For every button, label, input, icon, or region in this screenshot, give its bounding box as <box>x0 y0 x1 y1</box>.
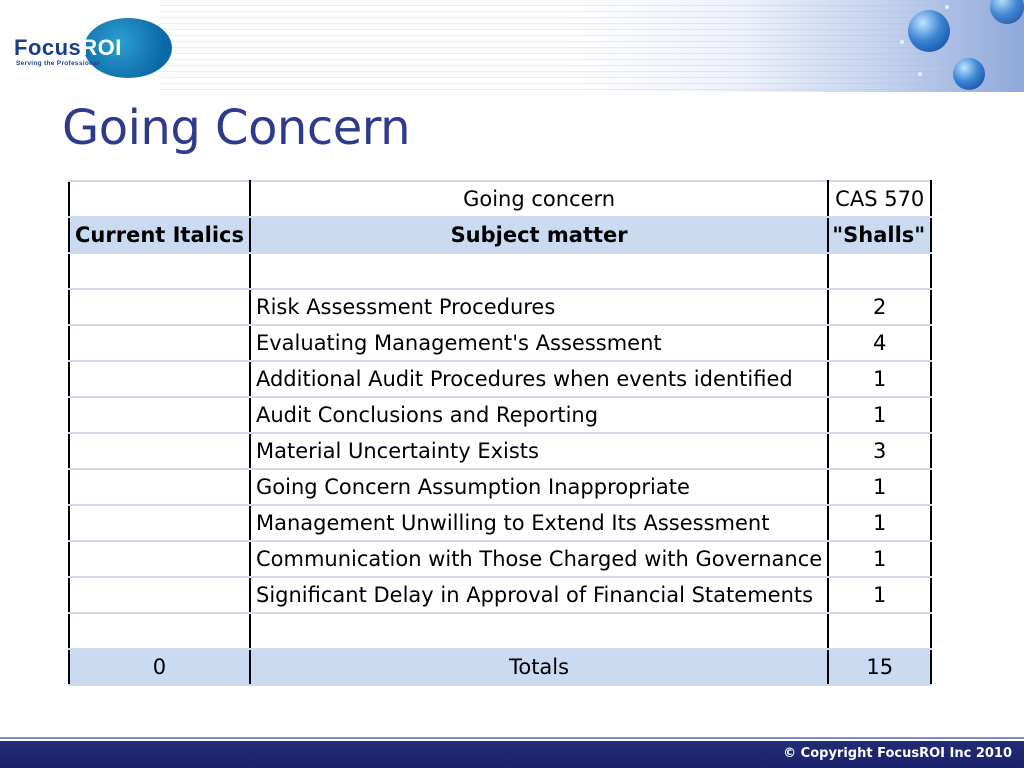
header-shalls: "Shalls" <box>828 217 931 253</box>
slide-title: Going Concern <box>62 100 411 156</box>
cell-current-italics <box>69 361 250 397</box>
logo-brand-focus: Focus <box>14 35 82 60</box>
cell-shalls-count <box>828 613 931 649</box>
header-subject-matter: Subject matter <box>250 217 828 253</box>
cell-subject-matter: Risk Assessment Procedures <box>250 289 828 325</box>
table-top-row <box>69 181 931 217</box>
cell-current-italics <box>69 253 250 289</box>
header-stripes <box>160 0 1024 90</box>
cell-shalls-count: 4 <box>828 325 931 361</box>
cell-current-italics <box>69 541 250 577</box>
cell-shalls-count: 1 <box>828 577 931 613</box>
cell-shalls-count: 1 <box>828 541 931 577</box>
cell-shalls-count: 1 <box>828 361 931 397</box>
cell-current-italics <box>69 505 250 541</box>
header-band <box>0 0 1024 92</box>
cell-subject-matter: Significant Delay in Approval of Financial Statements <box>250 577 828 613</box>
cell-current-italics <box>69 397 250 433</box>
totals-shalls: 15 <box>828 649 931 685</box>
table-row <box>69 289 931 325</box>
cell-current-italics <box>69 577 250 613</box>
header-current-italics: Current Italics <box>69 217 250 253</box>
cell-subject-matter: Material Uncertainty Exists <box>250 433 828 469</box>
cell-subject-matter <box>250 253 828 289</box>
decorative-dot <box>918 72 922 76</box>
cell-current-italics <box>69 613 250 649</box>
cell-shalls-count: 1 <box>828 505 931 541</box>
footer-bar <box>0 741 1024 768</box>
cell-current-italics <box>69 433 250 469</box>
cell-shalls-count: 3 <box>828 433 931 469</box>
cell-current-italics <box>69 325 250 361</box>
table-row <box>69 577 931 613</box>
decorative-dot <box>945 5 949 9</box>
totals-label: Totals <box>250 649 828 685</box>
table-cell-empty <box>69 181 250 217</box>
table-row <box>69 469 931 505</box>
logo-tagline: Serving the Professional <box>16 60 100 67</box>
table-row <box>69 505 931 541</box>
copyright-text: © Copyright FocusROI Inc 2010 <box>783 746 1012 761</box>
decorative-dot <box>900 40 904 44</box>
cell-subject-matter <box>250 613 828 649</box>
cell-current-italics <box>69 469 250 505</box>
cell-subject-matter: Communication with Those Charged with Governance <box>250 541 828 577</box>
logo-wordmark <box>14 35 122 61</box>
decorative-sphere-icon <box>953 58 985 90</box>
cell-subject-matter: Additional Audit Procedures when events identified <box>250 361 828 397</box>
table-totals-row <box>69 649 931 685</box>
table-standard-code: CAS 570 <box>828 181 931 217</box>
decorative-sphere-icon <box>908 10 950 52</box>
cell-shalls-count: 1 <box>828 397 931 433</box>
table-row <box>69 613 931 649</box>
table-row <box>69 397 931 433</box>
table-row <box>69 325 931 361</box>
cell-current-italics <box>69 289 250 325</box>
cell-subject-matter: Management Unwilling to Extend Its Assessment <box>250 505 828 541</box>
footer-divider <box>0 737 1024 739</box>
table-header-row <box>69 217 931 253</box>
cell-shalls-count <box>828 253 931 289</box>
table-row <box>69 541 931 577</box>
going-concern-table <box>68 180 932 686</box>
cell-subject-matter: Going Concern Assumption Inappropriate <box>250 469 828 505</box>
table-row <box>69 253 931 289</box>
cell-shalls-count: 2 <box>828 289 931 325</box>
cell-subject-matter: Audit Conclusions and Reporting <box>250 397 828 433</box>
cell-subject-matter: Evaluating Management's Assessment <box>250 325 828 361</box>
table-row <box>69 361 931 397</box>
table-row <box>69 433 931 469</box>
totals-current-italics: 0 <box>69 649 250 685</box>
cell-shalls-count: 1 <box>828 469 931 505</box>
table-topic-label: Going concern <box>250 181 828 217</box>
logo-brand-roi: ROI <box>81 35 122 60</box>
focusroi-logo <box>14 16 164 78</box>
